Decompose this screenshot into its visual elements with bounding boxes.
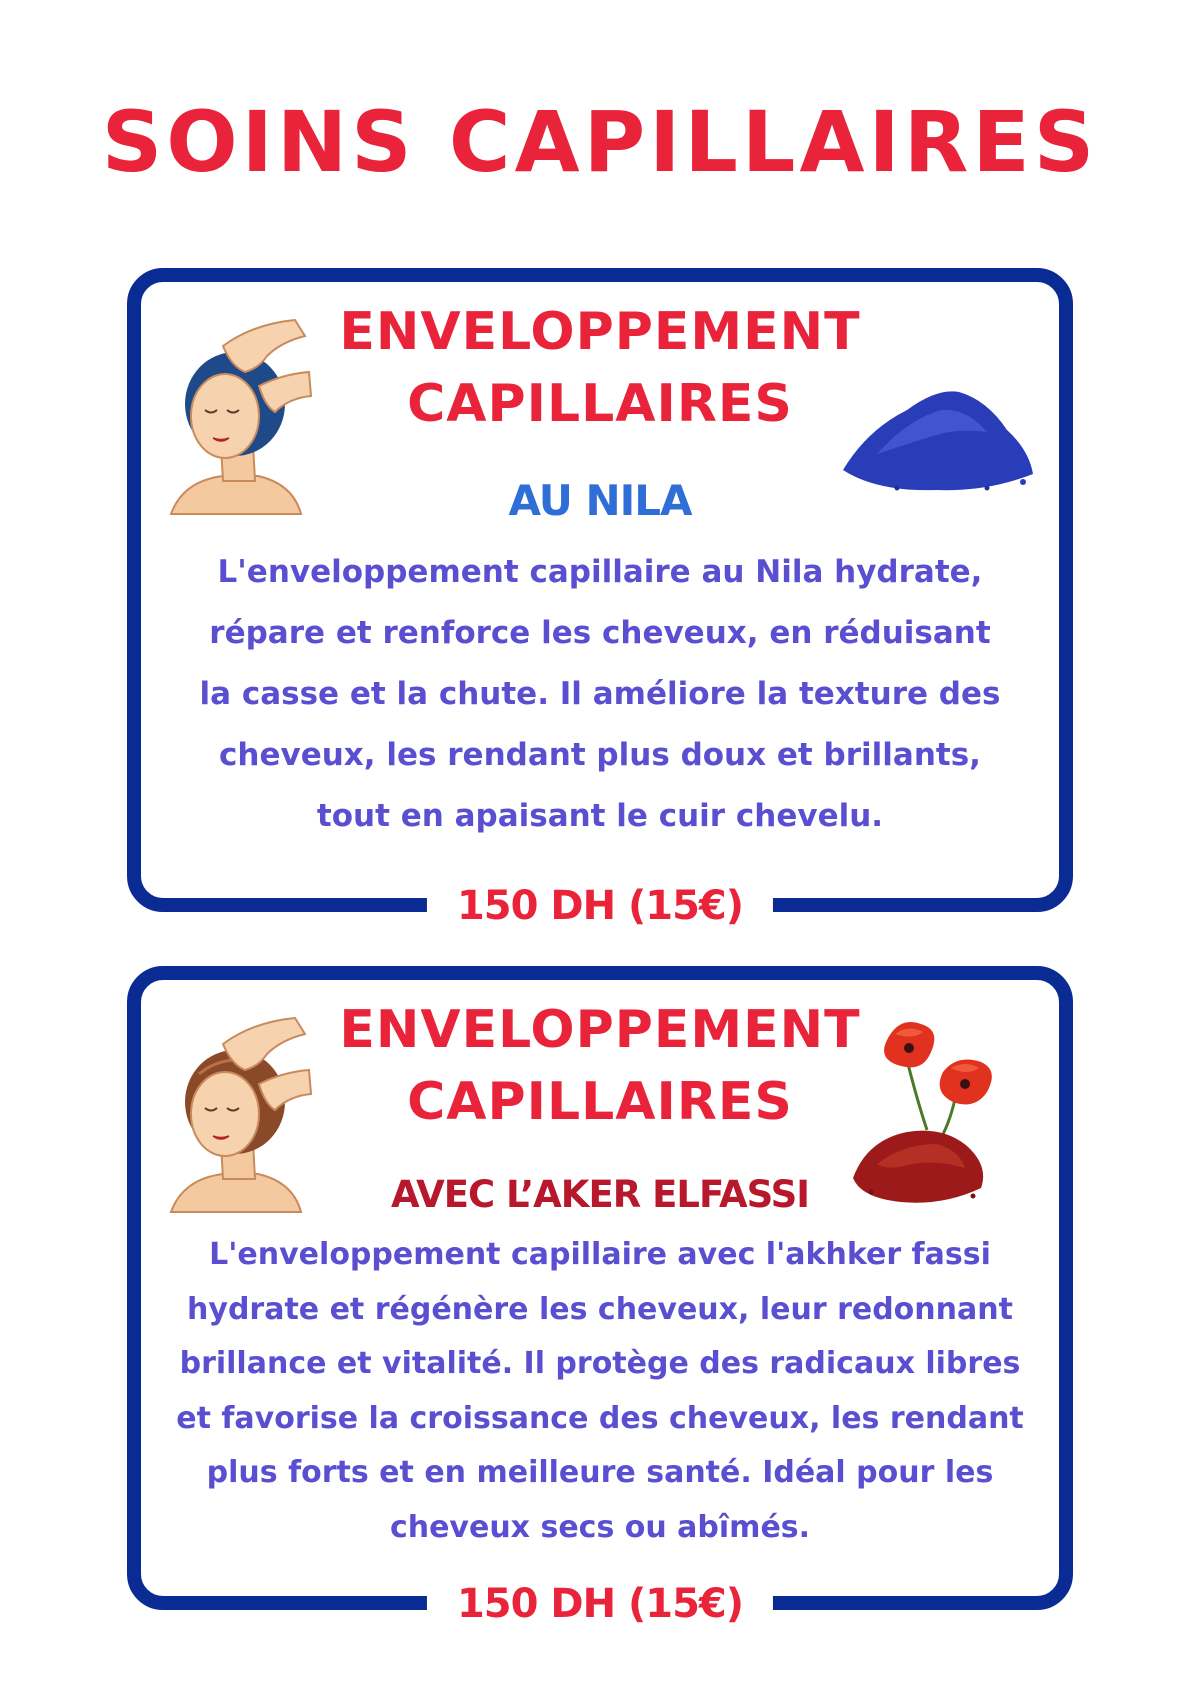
card-title-line2: CAPILLAIRES [407,374,793,434]
description-line: tout en apaisant le cuir chevelu. [316,798,884,834]
description-line: cheveux secs ou abîmés. [389,1509,811,1545]
price-label: 150 DH (15€) [427,1574,773,1634]
description-line: brillance et vitalité. Il protège des radicaux libres [179,1346,1021,1381]
description-line: et favorise la croissance des cheveux, les rendant [176,1400,1024,1436]
card-description [153,542,1047,847]
card-subtitle: AVEC L’AKER ELFASSI [390,1173,810,1216]
card-title-line1: ENVELOPPEMENT [339,302,861,362]
description-line: cheveux, les rendant plus doux et brillants, [219,737,981,773]
description-line: plus forts et en meilleure santé. Idéal pour les [206,1455,994,1490]
card-subtitle: AU NILA [508,476,692,525]
description-line: hydrate et régénère les cheveux, leur redonnant [187,1291,1013,1327]
card-title-line2: CAPILLAIRES [407,1072,793,1132]
service-card-aker [127,966,1073,1627]
service-card-nila [127,268,1073,929]
price-label: 150 DH (15€) [427,876,773,936]
page-title: SOINS CAPILLAIRES [101,93,1099,191]
description-line: la casse et la chute. Il améliore la texture des [199,676,1001,712]
description-line: L'enveloppement capillaire au Nila hydrate, [217,554,983,590]
card-description [153,1228,1047,1555]
description-line: répare et renforce les cheveux, en réduisant [209,615,991,651]
description-line: L'enveloppement capillaire avec l'akhker fassi [209,1237,991,1272]
card-title-line1: ENVELOPPEMENT [339,1000,861,1060]
